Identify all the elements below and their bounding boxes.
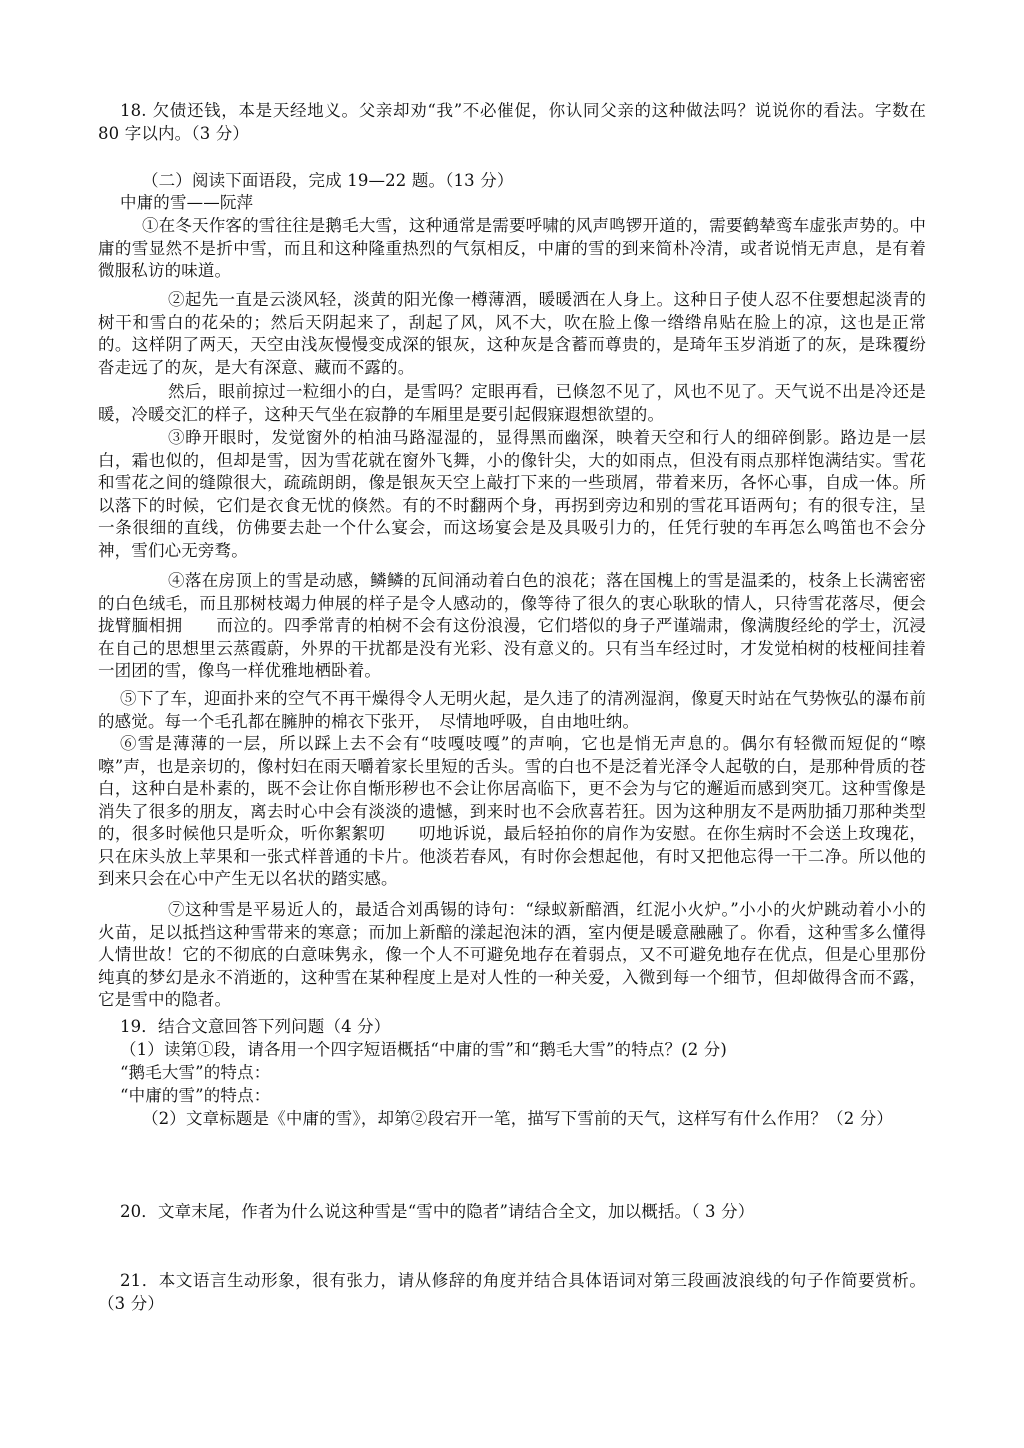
question-20: 20．文章末尾，作者为什么说这种雪是“雪中的隐者”请结合全文，加以概括。（ 3 分） — [120, 1202, 755, 1221]
answer-label-goose-feather-snow: “鹅毛大雪”的特点： — [120, 1063, 271, 1082]
question-19-1: （1）读第①段，请各用一个四字短语概括“中庸的雪”和“鹅毛大雪”的特点？(2 分) — [120, 1040, 728, 1059]
paragraph-3: ③睁开眼时，发觉窗外的柏油马路湿湿的，显得黑而幽深，映着天空和行人的细碎倒影。路边是一层白，霜也似的，但却是雪，因为雪花就在窗外飞舞，小的像针尖，大的如雨点，但没有雨点那样饱满结实。雪花和雪花之间的缝隙很大，疏疏朗朗，像是银灰天空上敲打下来的一些琐屑，带着来历，各怀心事，自成一体。所以落下的时候，它们是衣食无忧的倏然。有的不时翻两个身，再拐到旁边和别的雪花耳语两句；有的很专注，呈一条很细的直线，仿佛要去赴一个什么宴会，而这场宴会是及具吸引力的，任凭行驶的车再怎么鸣笛也不会分神，雪们心无旁骛。 — [98, 428, 926, 560]
question-21: 21．本文语言生动形象，很有张力，请从修辞的角度并结合具体语词对第三段画波浪线的句子作简要赏析。（3 分） — [98, 1271, 926, 1313]
article-title: 中庸的雪——阮萍 — [120, 193, 254, 212]
paragraph-6: ⑥雪是薄薄的一层，所以踩上去不会有“吱嘎吱嘎”的声响，它也是悄无声息的。偶尔有轻微而短促的“嚓嚓”声，也是亲切的，像村妇在雨天嚼着家长里短的舌头。雪的白也不是泛着光泽令人起敬的白，是那种骨质的苍白，这种白是朴素的，既不会让你自惭形秽也不会让你居高临下，更不会为与它的邂逅而感到突兀。这种雪像是消失了很多的朋友，离去时心中会有淡淡的遗憾，到来时也不会欣喜若狂。因为这种朋友不是两肋插刀那种类型的，很多时候他只是听众，听你絮絮叨 叨地诉说，最后轻拍你的肩作为安慰。在你生病时不会送上玫瑰花，只在床头放上苹果和一张式样普通的卡片。他淡若春风，有时你会想起他，有时又把他忘得一干二净。所以他的到来只会在心中产生无以名状的踏实感。 — [98, 734, 926, 888]
question-19-2: （2）文章标题是《中庸的雪》，却第②段宕开一笔，描写下雪前的天气，这样写有什么作用？（2 分） — [142, 1109, 894, 1128]
paragraph-2: ②起先一直是云淡风轻，淡黄的阳光像一樽薄酒，暖暖洒在人身上。这种日子使人忍不住要想起淡青的树干和雪白的花朵的；然后天阴起来了，刮起了风，风不大，吹在脸上像一绺绺帛贴在脸上的凉，这也是正常的。这样阴了两天，天空由浅灰慢慢变成深的银灰，这种灰是含蓄而尊贵的，是琦年玉岁消逝了的灰，是珠覆纷沓走远了的灰，是大有深意、藏而不露的。 — [98, 290, 926, 377]
paragraph-5: ⑤下了车，迎面扑来的空气不再干燥得令人无明火起，是久违了的清冽湿润，像夏天时站在气势恢弘的瀑布前的感觉。每一个毛孔都在臃肿的棉衣下张开， 尽情地呼吸，自由地吐纳。 — [98, 689, 926, 731]
paragraph-1: ①在冬天作客的雪往往是鹅毛大雪，这种通常是需要呼啸的风声鸣锣开道的，需要鹤辇鸾车虚张声势的。中庸的雪显然不是折中雪，而且和这种隆重热烈的气氛相反，中庸的雪的到来简朴冷清，或者说悄无声息，是有着微服私访的味道。 — [98, 216, 926, 280]
paragraph-4: ④落在房顶上的雪是动感，鳞鳞的瓦间涌动着白色的浪花；落在国槐上的雪是温柔的，枝条上长满密密的白色绒毛，而且那树枝竭力伸展的样子是令人感动的，像等待了很久的衷心耿耿的情人，只待雪花落尽，便会拢臂腼相拥 而泣的。四季常青的柏树不会有这份浪漫，它们塔似的身子严谨端肃，像满腹经纶的学士，沉浸在自己的思想里云蒸霞蔚，外界的干扰都是没有光彩、没有意义的。只有当车经过时，才发觉柏树的枝桠间挂着一团团的雪，像鸟一样优雅地栖卧着。 — [98, 571, 926, 680]
paragraph-7: ⑦这种雪是平易近人的，最适合刘禹锡的诗句：“绿蚁新醅酒，红泥小火炉。”小小的火炉跳动着小小的火苗，足以抵挡这种雪带来的寒意；而加上新醅的漾起泡沫的酒，室内便是暖意融融了。你看，这种雪多么懂得人情世故！它的不彻底的白意味隽永，像一个人不可避免地存在着弱点，又不可避免地存在优点，但是心里那份纯真的梦幻是永不消逝的，这种雪在某种程度上是对人性的一种关爱，入微到每一个细节，但却做得含而不露，它是雪中的隐者。 — [98, 900, 926, 1009]
section-heading: （二）阅读下面语段，完成 19—22 题。（13 分） — [142, 171, 514, 190]
paragraph-2b: 然后，眼前掠过一粒细小的白，是雪吗？定眼再看，已倏忽不见了，风也不见了。天气说不出是冷还是暖，冷暖交汇的样子，这种天气坐在寂静的车厢里是要引起假寐遐想欲望的。 — [98, 382, 926, 424]
answer-label-moderate-snow: “中庸的雪”的特点： — [120, 1086, 271, 1105]
question-18: 18. 欠债还钱，本是天经地义。父亲却劝“我”不必催促，你认同父亲的这种做法吗？说说你的看法。字数在 80 字以内。（3 分） — [98, 101, 926, 143]
question-19: 19．结合文意回答下列问题（4 分） — [120, 1017, 391, 1036]
